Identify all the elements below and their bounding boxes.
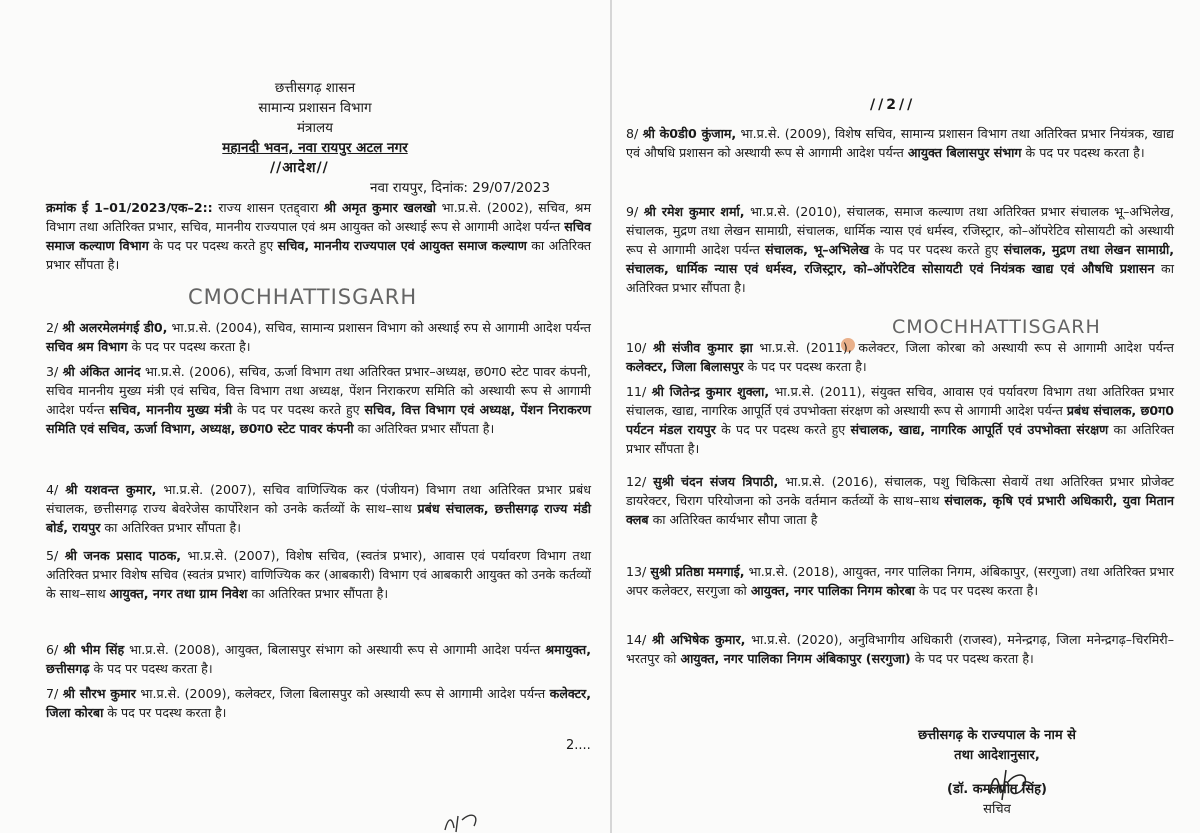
new-post: संचालक, कृषि एवं प्रभारी अधिकारी, युवा मितान क्लब [626, 493, 1174, 527]
officer-name: सुश्री चंदन संजय त्रिपाठी, [653, 474, 779, 489]
initial-scribble [440, 808, 500, 833]
order-paragraph-1 [46, 198, 591, 274]
officer-name: श्री अमृत कुमार खलखो [323, 200, 437, 215]
order-paragraph-6 [46, 640, 591, 678]
order-paragraph-7 [46, 684, 591, 722]
para-text: का अतिरिक्त प्रभार सौंपता है। [353, 421, 495, 436]
new-post: सचिव, माननीय मुख्य मंत्री [109, 402, 233, 417]
right-page [612, 0, 1200, 833]
para-num: 4/ [46, 482, 59, 497]
para-text: भा.प्र.से. (2008), आयुक्त, बिलासपुर संभाग को अस्थायी रूप से आगामी आदेश पर्यन्त [124, 642, 546, 657]
officer-name: श्री अंकित आनंद [62, 364, 141, 379]
para-num: 9/ [626, 204, 639, 219]
para-num: 5/ [46, 548, 59, 563]
para-text: भा.प्र.से. (2002), सचिव, श्रम विभाग तथा अतिरिक्त प्रभार, सचिव, माननीय राज्यपाल एवं श्रम आयुक्त को अस्थाई रूप से आगामी आदेश पर्यन्त [46, 200, 591, 234]
para-text: का अतिरिक्त प्रभार सौंपता है। [626, 261, 1174, 295]
para-text: भा.प्र.से. (2011), संयुक्त सचिव, आवास एवं पर्यावरण विभाग तथा अतिरिक्त प्रभार संचालक, खाद्य, नागरिक आपूर्ति एवं उपभोक्ता संरक्षण को अस्थायी रूप से आगामी आदेश पर्यन्त [626, 384, 1174, 418]
para-text: के पद पर पदस्थ करता है। [743, 359, 867, 374]
para-text: भा.प्र.से. (2020), अनुविभागीय अधिकारी (राजस्व), मनेन्द्रगढ़, जिला मनेन्द्रगढ़–चिरमिरी–भरतपुर को [626, 632, 1174, 666]
officer-name: श्री के0डी0 कुंजाम, [642, 126, 737, 141]
header-line-3: मंत्रालय [296, 120, 333, 136]
para-text: भा.प्र.से. (2009), विशेष सचिव, सामान्य प्रशासन विभाग तथा अतिरिक्त प्रभार नियंत्रक, खाद्य एवं औषधि प्रशासन को अस्थायी रूप से आगामी आदेश पर्यन्त [626, 126, 1174, 160]
page-number-mark: //2// [870, 97, 916, 113]
signatory-name: (डॉ. कमलप्रीत सिंह) [947, 782, 1047, 797]
para-text: भा.प्र.से. (2010), संचालक, समाज कल्याण तथा अतिरिक्त प्रभार संचालक भू–अभिलेख, संचालक, मुद्रण तथा लेखन सामाग्री, संचालक, धार्मिक न्यास एवं धर्मस्व, रजिस्ट्रार, को–ऑपरेटिव सोसायटी को अस्थायी रूप से आगामी आदेश पर्यन्त [626, 204, 1174, 257]
officer-name: श्री जितेन्द्र कुमार शुक्ला, [651, 384, 770, 399]
new-post: सचिव श्रम विभाग [46, 339, 128, 354]
para-text: राज्य शासन एतद्द्वारा [212, 200, 324, 215]
order-paragraph-5 [46, 546, 591, 603]
new-post: प्रबंध संचालक, छत्तीसगढ़ राज्य मंडी बोर्ड, रायपुर [46, 501, 591, 535]
officer-name: श्री संजीव कुमार झा [652, 340, 753, 355]
para-text: भा.प्र.से. (2016), संचालक, पशु चिकित्सा सेवायें तथा अतिरिक्त प्रभार प्रोजेक्ट डायरेक्टर, चिराग परियोजना को उनके वर्तमान कर्तव्यों के साथ–साथ [626, 474, 1174, 508]
para-num: 10/ [626, 340, 647, 355]
para-text: का अतिरिक्त कार्यभार सौपा जाता है [648, 512, 818, 527]
additional-charge: संचालक, खाद्य, नागरिक आपूर्ति एवं उपभोक्ता संरक्षण [850, 422, 1109, 437]
para-text: के पद पर पदस्थ करता है। [127, 339, 251, 354]
signatory-designation: सचिव [983, 802, 1011, 817]
officer-name: श्री अभिषेक कुमार, [651, 632, 746, 647]
para-num: 2/ [46, 320, 59, 335]
new-post: आयुक्त, नगर पालिका निगम अंबिकापुर (सरगुजा) [680, 651, 911, 666]
para-text: भा.प्र.से. (2007), सचिव वाणिज्यिक कर (पंजीयन) विभाग तथा अतिरिक्त प्रभार प्रबंध संचालक, छत्तीसगढ़ राज्य बेवरेजेस कार्पोरेशन को उनके कर्तव्यों के साथ–साथ [46, 482, 591, 516]
order-dateline: नवा रायपुर, दिनांक: 29/07/2023 [370, 180, 551, 196]
para-text: के पद पर पदस्थ करते हुए [869, 242, 1004, 257]
para-num: 12/ [626, 474, 647, 489]
para-num: 7/ [46, 686, 59, 701]
para-text: भा.प्र.से. (2009), कलेक्टर, जिला बिलासपुर को अस्थायी रूप से आगामी आदेश पर्यन्त [135, 686, 550, 701]
para-num: 8/ [626, 126, 639, 141]
officer-name: श्री जनक प्रसाद पाठक, [64, 548, 182, 563]
new-post: श्रमायुक्त, छत्तीसगढ़ [46, 642, 591, 676]
handwritten-signature [982, 764, 1042, 804]
order-title: //आदेश// [270, 160, 329, 176]
para-num: क्रमांक ई 1–01/2023/एक–2:: [46, 200, 213, 215]
new-post: प्रबंध संचालक, छ0ग0 पर्यटन मंडल रायपुर [626, 403, 1174, 437]
para-num: 13/ [626, 564, 647, 579]
new-post: सचिव समाज कल्याण विभाग [46, 219, 591, 253]
para-text: के पद पर पदस्थ करते हुए [232, 402, 365, 417]
para-text: के पद पर पदस्थ करता है। [103, 705, 227, 720]
officer-name: श्री अलरमेलमंगई डी0, [62, 320, 168, 335]
order-paragraph-9 [626, 202, 1174, 297]
para-text: के पद पर पदस्थ करता है। [910, 651, 1034, 666]
new-post: आयुक्त, नगर पालिका निगम कोरबा [750, 583, 916, 598]
para-text: के पद पर पदस्थ करता है। [89, 661, 213, 676]
officer-name: सुश्री प्रतिष्ठा ममगाई, [650, 564, 745, 579]
new-post: संचालक, भू–अभिलेख [765, 242, 870, 257]
para-text: का अतिरिक्त प्रभार सौंपता है। [626, 422, 1175, 456]
order-paragraph-11 [626, 382, 1174, 458]
order-paragraph-3 [46, 362, 591, 438]
order-paragraph-13 [626, 562, 1174, 600]
officer-name: श्री रमेश कुमार शर्मा, [643, 204, 745, 219]
government-header [190, 78, 440, 158]
para-text: भा.प्र.से. (2004), सचिव, सामान्य प्रशासन विभाग को अस्थाई रुप से आगामी आदेश पर्यन्त [167, 320, 591, 335]
officer-name: श्री यशवन्त कुमार, [65, 482, 157, 497]
para-text: का अतिरिक्त प्रभार सौंपता है। [247, 586, 389, 601]
para-num: 6/ [46, 642, 59, 657]
para-text: भा.प्र.से. (2006), सचिव, ऊर्जा विभाग तथा अतिरिक्त प्रभार–अध्यक्ष, छ0ग0 स्टेट पावर कंपनी, सचिव माननीय मुख्य मंत्री एवं सचिव, वित्त विभाग तथा अध्यक्ष, पेंशन निराकरण समिति को अस्थायी रूप से आगामी आदेश पर्यन्त [46, 364, 591, 417]
para-text: के पद पर पदस्थ करता है। [1021, 145, 1145, 160]
para-text [646, 340, 653, 355]
header-line-1: छत्तीसगढ़ शासन [274, 80, 356, 96]
additional-charge: सचिव, वित्त विभाग एवं अध्यक्ष, पेंशन निराकरण समिति एवं सचिव, ऊर्जा विभाग, अध्यक्ष, छ0ग0 स्टेट पावर कंपनी [46, 402, 591, 436]
signature-line-1: छत्तीसगढ़ के राज्यपाल के नाम से [918, 728, 1076, 743]
watermark: CMOCHHATTISGARH [188, 285, 418, 309]
para-text: भा.प्र.से. (2007), विशेष सचिव, (स्वतंत्र प्रभार), आवास एवं पर्यावरण विभाग तथा अतिरिक्त प्रभार विशेष सचिव (स्वतंत्र प्रभार) वाणिज्यिक कर (आबकारी) विभाग एवं आबकारी आयुक्त को उनके कर्तव्यों के साथ–साथ [46, 548, 592, 601]
para-num: 3/ [46, 364, 59, 379]
para-text: का अतिरिक्त प्रभार सौंपता है। [100, 520, 242, 535]
order-paragraph-4 [46, 480, 591, 537]
para-text: भा.प्र.से. (2018), आयुक्त, नगर पालिका निगम, अंबिकापुर, (सरगुजा) तथा अतिरिक्त प्रभार अपर कलेक्टर, सरगुजा को [626, 564, 1174, 598]
additional-charge: संचालक, मुद्रण तथा लेखन सामाग्री, संचालक, धार्मिक न्यास एवं धर्मस्व, रजिस्ट्रार, को–ऑपरेटिव सोसायटी एवं नियंत्रक खाद्य एवं औषधि प्रशासन [626, 242, 1174, 276]
order-paragraph-2 [46, 318, 591, 356]
header-line-4: महानदी भवन, नवा रायपुर अटल नगर [222, 140, 408, 156]
order-paragraph-12 [626, 472, 1174, 529]
additional-charge: सचिव, माननीय राज्यपाल एवं आयुक्त समाज कल्याण [277, 238, 527, 253]
signature-line-2: तथा आदेशानुसार, [954, 748, 1040, 763]
new-post: कलेक्टर, जिला बिलासपुर [626, 359, 744, 374]
para-text: भा.प्र.से. (2011), कलेक्टर, जिला कोरबा को अस्थायी रूप से आगामी आदेश पर्यन्त [752, 340, 1174, 355]
para-text: के पद पर पदस्थ करते हुए [148, 238, 278, 253]
new-post: कलेक्टर, जिला कोरबा [46, 686, 591, 720]
watermark: CMOCHHATTISGARH [892, 316, 1101, 338]
para-text: के पद पर पदस्थ करता है। [915, 583, 1039, 598]
new-post: आयुक्त, नगर तथा ग्राम निवेश [109, 586, 248, 601]
para-num: 11/ [626, 384, 647, 399]
order-paragraph-8 [626, 124, 1174, 162]
page-continue-marker: 2.... [566, 738, 591, 753]
para-num: 14/ [626, 632, 647, 647]
para-text: का अतिरिक्त प्रभार सौंपता है। [46, 238, 591, 272]
header-line-2: सामान्य प्रशासन विभाग [258, 100, 372, 116]
new-post: आयुक्त बिलासपुर संभाग [907, 145, 1022, 160]
para-text: के पद पर पदस्थ करते हुए [715, 422, 851, 437]
officer-name: श्री भीम सिंह [63, 642, 125, 657]
order-paragraph-10 [626, 338, 1174, 376]
officer-name: श्री सौरभ कुमार [62, 686, 136, 701]
order-paragraph-14 [626, 630, 1174, 668]
